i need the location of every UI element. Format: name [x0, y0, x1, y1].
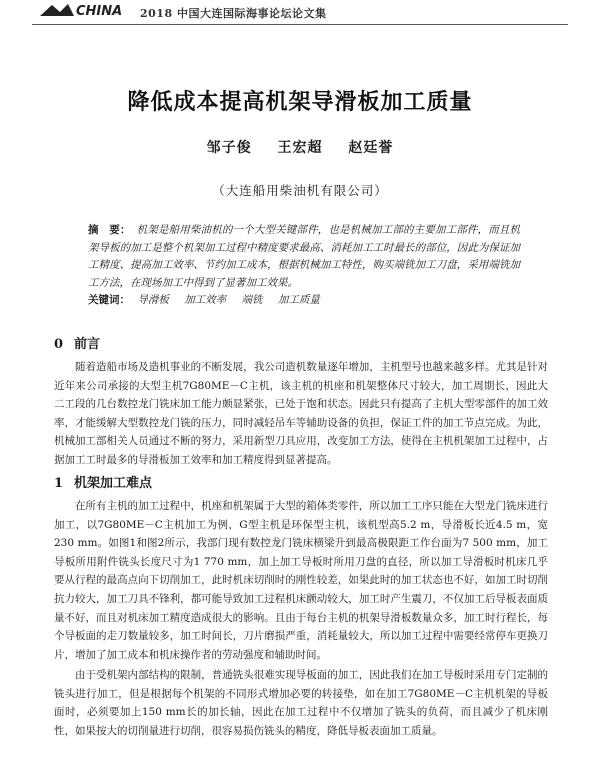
logo-icon	[38, 2, 128, 18]
running-title: 2018 中国大连国际海事论坛论文集	[140, 7, 327, 20]
page-header	[0, 0, 600, 26]
abstract-label: 摘 要：	[88, 224, 131, 236]
paper-title: 降低成本提高机架导滑板加工质量	[127, 89, 473, 115]
keyword: 加工效率	[184, 294, 227, 306]
author-name: 邹子俊	[206, 140, 252, 156]
section-heading	[54, 472, 152, 491]
paragraph: 由于受机架内部结构的限制，普通铣头很难实现导板面的加工，因此我们在加工导板时采用专门定制的铣头进行加工，但是根据每个机架的不同形式增加必要的转接垫，如在加工7G80ME－C主机机架的导板面时，必须要加上150 mm长的加长轴，因此在加工过程中不仅增加了铣头的负荷，而且减少了机床刚性，如果按大的切削量进行切削，很容易损伤铣头的精度，降低导板表面加工质量。	[54, 669, 548, 737]
keyword: 端铣	[241, 294, 263, 306]
section-heading	[54, 333, 100, 352]
paragraph: 随着造船市场及造机事业的不断发展，我公司造机数量逐年增加，主机型号也越来越多样。尤其是针对近年来公司承接的大型主机7G80ME－C主机，该主机的机座和机架整体尺寸较大，加工周期长，因此大二工段的几台数控龙门铣床加工能力颇显紧张，已处于饱和状态。因此只有提高了主机大型零部件的加工效率，才能缓解大型数控龙门铣的压力，同时减轻吊车等辅助设备的负担，保证工件的加工节点完成。为此，机械加工部相关人员通过不断的努力，采用新型刀具应用，改变加工方法，使得在主机机架加工过程中，占据加工工时最多的导滑板加工效率和加工精度得到显著提高。	[54, 361, 548, 466]
abstract-text: 机架是船用柴油机的一个大型关键部件，也是机械加工部的主要加工部件，而且机架导板的加工是整个机架加工过程中精度要求最高、消耗加工工时最长的部位，因此为保证加工精度、提高加工效率、节约加工成本，根据机械加工特性，购买端铣加工刀盘，采用端铣加工方法，在现场加工中得到了显著加工效果。	[88, 224, 521, 289]
section-title: 机架加工难点	[74, 476, 153, 491]
keywords	[88, 292, 520, 309]
svg-text:CHINA: CHINA	[76, 4, 123, 18]
author-list	[0, 137, 600, 157]
abstract	[88, 222, 520, 292]
author-name: 赵廷誉	[348, 140, 394, 156]
paragraph: 在所有主机的加工过程中，机座和机架属于大型的箱体类零件，所以加工工序只能在大型龙门铣床进行加工，以7G80ME－C主机加工为例，G型主机是环保型主机，该机型高5.2 m，导滑板长近4.5 m，宽230 mm。如图1和图2所示，我部门现有数控龙门铣床横梁升到最高极限距工作台面为7 500 mm，加工导板所用附件铣头长度尺寸为1 770 mm，加上加工导板时所用刀盘的直径，所以加工导滑板时机床几乎要从行程的最高点向下切削加工，此时机床切削时的刚性较差，如果此时的加工状态也不好，如加工时切削抗力较大，加工刀具不锋利，都可能导致加工过程机床颤动较大，加工时产生震刀，不仅加工后导板表面质量不好，而且对机床加工精度造成很大的影响。且由于每台主机的机架导滑板数量众多，加工时行程长，每个导板面的走刀数量较多，加工时间长，刀片磨损严重，消耗量较大，所以加工过程中需要经常停车更换刀片，增加了加工成本和机床操作者的劳动强度和辅助时间。	[54, 500, 548, 661]
section-number: 0	[54, 337, 64, 352]
keyword: 导滑板	[137, 294, 169, 306]
author-name: 王宏超	[277, 140, 323, 156]
section-title: 前言	[74, 337, 101, 352]
section-number: 1	[54, 476, 64, 491]
keyword: 加工质量	[277, 294, 320, 306]
keywords-label: 关键词：	[88, 294, 130, 306]
affiliation: （大连船用柴油机有限公司）	[212, 183, 388, 198]
header-divider	[32, 24, 568, 25]
